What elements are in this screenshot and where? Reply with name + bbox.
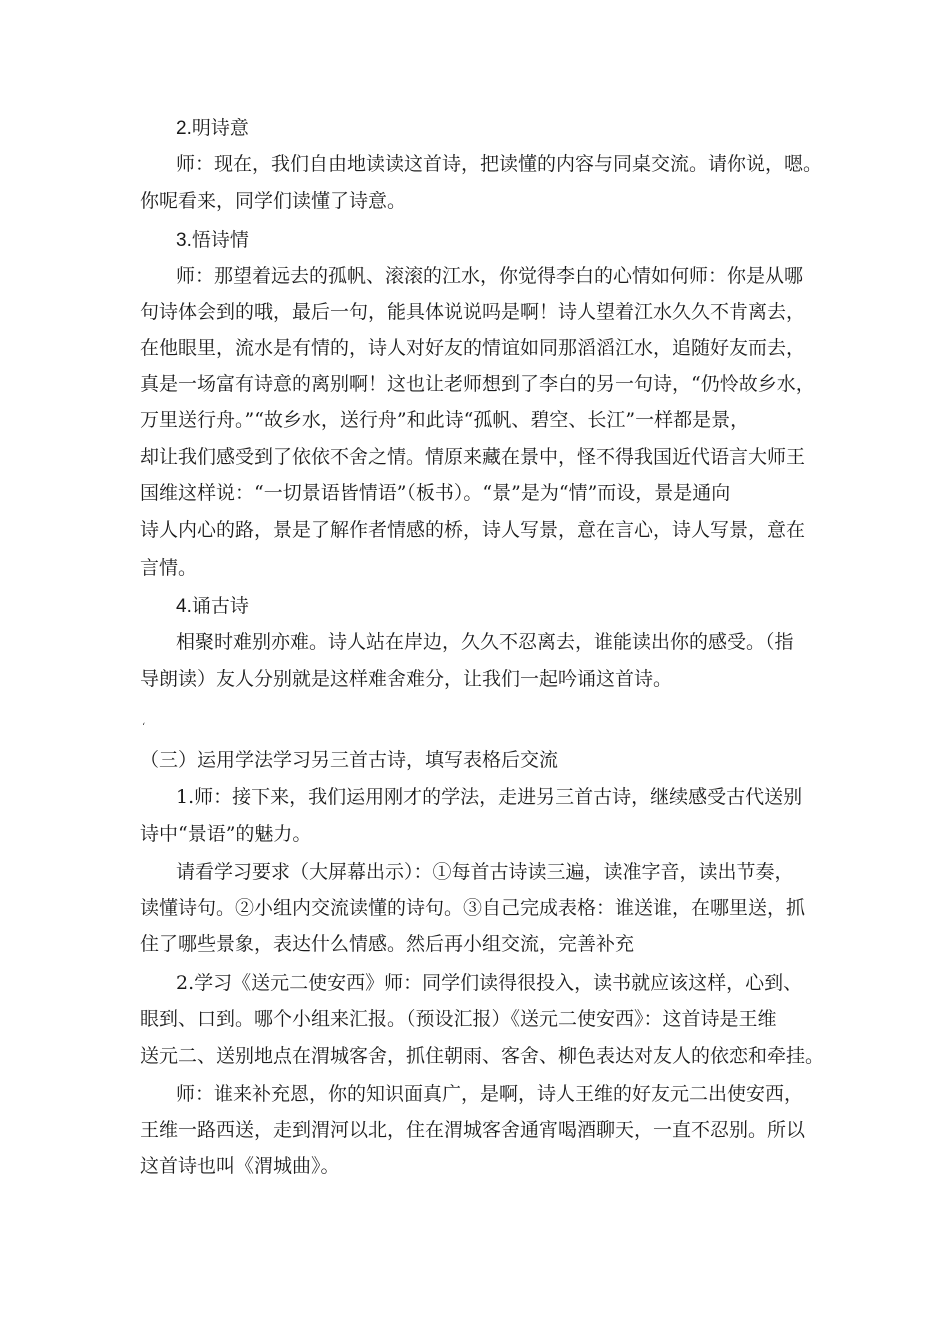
paragraph-line: 请看学习要求（大屏幕出示）：①每首古诗读三遍，读准字音，读出节奏， — [176, 861, 794, 883]
section-heading-4 — [176, 588, 249, 625]
section-number: 2. — [176, 118, 192, 139]
section-number: 4. — [176, 596, 192, 617]
paragraph-line: 诗中“景语”的魅力。 — [140, 823, 312, 845]
paragraph-line: 你呢看来，同学们读懂了诗意。 — [140, 190, 407, 212]
paragraph-line: 送元二、送别地点在渭城客舍，抓住朝雨、客舍、柳色表达对友人的依恋和牵挂。 — [140, 1045, 825, 1067]
section-heading-3 — [176, 222, 249, 259]
paragraph-line: 师：那望着远去的孤帆、滚滚的江水，你觉得李白的心情如何师：你是从哪 — [176, 265, 804, 287]
paragraph-line: 却让我们感受到了依依不舍之情。情原来藏在景中，怪不得我国近代语言大师王 — [140, 446, 806, 468]
section-heading-2 — [176, 110, 249, 147]
paragraph-line: 1.师：接下来，我们运用刚才的学法，走进另三首古诗，继续感受古代送别 — [176, 786, 803, 808]
paragraph-line: 2.学习《送元二使安西》师：同学们读得很投入，读书就应该这样，心到、 — [176, 972, 803, 994]
paragraph-line: 国维这样说：“一切景语皆情语”（板书）。“景”是为“情”而设，景是通向 — [140, 482, 731, 504]
paragraph-line: 在他眼里，流水是有情的，诗人对好友的情谊如同那滔滔江水，追随好友而去， — [140, 337, 806, 359]
section-title: 明诗意 — [191, 117, 249, 139]
paragraph-line: 王维一路西送，走到渭河以北，住在渭城客舍通宵喝酒聊天，一直不忍别。所以 — [140, 1119, 806, 1141]
paragraph-line: 住了哪些景象，表达什么情感。然后再小组交流，完善补充 — [140, 933, 635, 955]
paragraph-line: 师：现在，我们自由地读读这首诗，把读懂的内容与同桌交流。请你说，嗯。 — [176, 153, 823, 175]
paragraph-line: 相聚时难别亦难。诗人站在岸边，久久不忍离去，谁能读出你的感受。（指 — [176, 631, 794, 653]
stray-mark: ‘ — [142, 722, 146, 733]
paragraph-line: 诗人内心的路，景是了解作者情感的桥，诗人写景，意在言心，诗人写景，意在 — [140, 519, 806, 541]
paragraph-line: 这首诗也叫《渭城曲》。 — [140, 1155, 340, 1177]
paragraph-line: 读懂诗句。②小组内交流读懂的诗句。③自己完成表格：谁送谁，在哪里送，抓 — [140, 897, 806, 919]
paragraph-line: 导朗读）友人分别就是这样难舍难分，让我们一起吟诵这首诗。 — [140, 668, 673, 690]
part-three-heading: （三）运用学法学习另三首古诗，填写表格后交流 — [140, 749, 559, 771]
section-title: 悟诗情 — [191, 229, 249, 251]
section-number: 3. — [176, 230, 192, 251]
paragraph-line: 万里送行舟。”“故乡水，送行舟”和此诗“孤帆、碧空、长江”一样都是景， — [140, 409, 750, 431]
paragraph-line: 眼到、口到。哪个小组来汇报。（预设汇报）《送元二使安西》：这首诗是王维 — [140, 1008, 777, 1030]
section-title: 诵古诗 — [191, 595, 249, 617]
paragraph-line: 师：谁来补充恩，你的知识面真广，是啊，诗人王维的好友元二出使安西， — [176, 1083, 804, 1105]
paragraph-line: 言情。 — [140, 557, 198, 579]
paragraph-line: 真是一场富有诗意的离别啊！这也让老师想到了李白的另一句诗，“仍怜故乡水， — [140, 373, 815, 395]
paragraph-line: 句诗体会到的哦，最后一句，能具体说说吗是啊！诗人望着江水久久不肯离去， — [140, 301, 806, 323]
